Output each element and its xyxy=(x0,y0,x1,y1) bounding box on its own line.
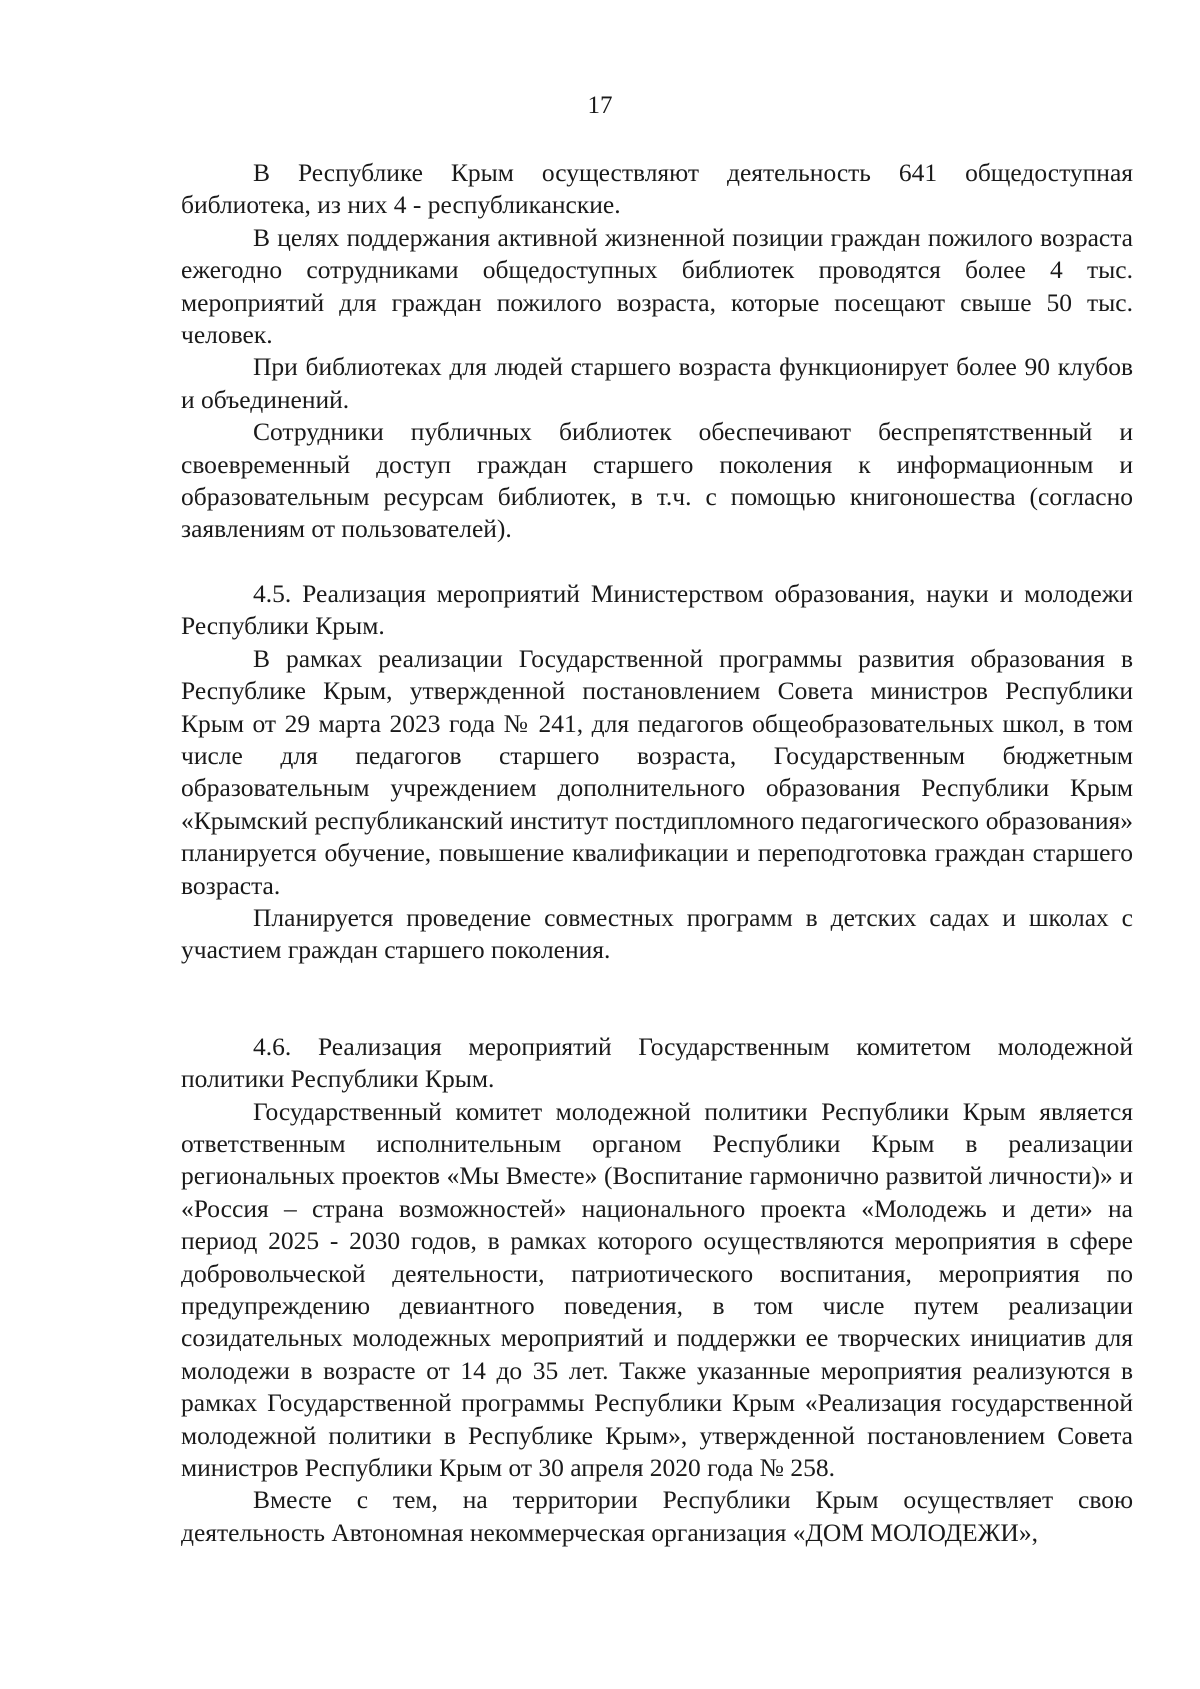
section-heading-4-6: 4.6. Реализация мероприятий Государственным комитетом молодежной политики Республики Крым. xyxy=(181,1031,1133,1094)
paragraph-youth-committee: Государственный комитет молодежной политики Республики Крым является ответственным исполнительным органом Республики Крым в реализации региональных проектов «Мы Вместе» (Воспитание гармонично развитой личности)» и «Россия – страна возможностей» национального проекта «Молодежь и дети» на период 2025 - 2030 годов, в рамках которого осуществляются мероприятия в сфере добровольческой деятельности, патриотического воспитания, мероприятия по предупреждению девиантного поведения, в том числе путем реализации созидательных молодежных мероприятий и поддержки ее творческих инициатив для молодежи в возрасте от 14 до 35 лет. Также указанные мероприятия реализуются в рамках Государственной программы Республики Крым «Реализация государственной молодежной политики в Республике Крым», утвержденной постановлением Совета министров Республики Крым от 30 апреля 2020 года № 258. xyxy=(181,1096,1133,1483)
paragraph-libraries-events: В целях поддержания активной жизненной позиции граждан пожилого возраста ежегодно сотрудниками общедоступных библиотек проводятся более 4 тыс. мероприятий для граждан пожилого возраста, которые посещают свыше 50 тыс. человек. xyxy=(181,222,1133,350)
section-heading-4-5: 4.5. Реализация мероприятий Министерством образования, науки и молодежи Республики Крым. xyxy=(181,578,1133,641)
paragraph-libraries-clubs: При библиотеках для людей старшего возраста функционирует более 90 клубов и объединений. xyxy=(181,352,1133,414)
page-number: 17 xyxy=(587,92,613,119)
document-body xyxy=(181,157,1133,1549)
paragraph-education-program: В рамках реализации Государственной программы развития образования в Республике Крым, утвержденной постановлением Совета министров Республики Крым от 29 марта 2023 года № 241, для педагогов общеобразовательных школ, в том числе для педагогов старшего возраста, Государственным бюджетным образовательным учреждением дополнительного образования Республики Крым «Крымский республиканский институт постдипломного педагогического образования» планируется обучение, повышение квалификации и переподготовка граждан старшего возраста. xyxy=(181,643,1133,900)
paragraph-libraries-access: Сотрудники публичных библиотек обеспечивают беспрепятственный и своевременный доступ граждан старшего поколения к информационным и образовательным ресурсам библиотек, в т.ч. с помощью книгоношества (согласно заявлениям от пользователей). xyxy=(181,417,1133,544)
paragraph-youth-house: Вместе с тем, на территории Республики Крым осуществляет свою деятельность Автономная некоммерческая организация «ДОМ МОЛОДЕЖИ», xyxy=(181,1485,1133,1547)
paragraph-joint-programs: Планируется проведение совместных программ в детских садах и школах с участием граждан старшего поколения. xyxy=(181,902,1133,965)
paragraph-libraries-count: В Республике Крым осуществляют деятельность 641 общедоступная библиотека, из них 4 - республиканские. xyxy=(181,158,1133,220)
